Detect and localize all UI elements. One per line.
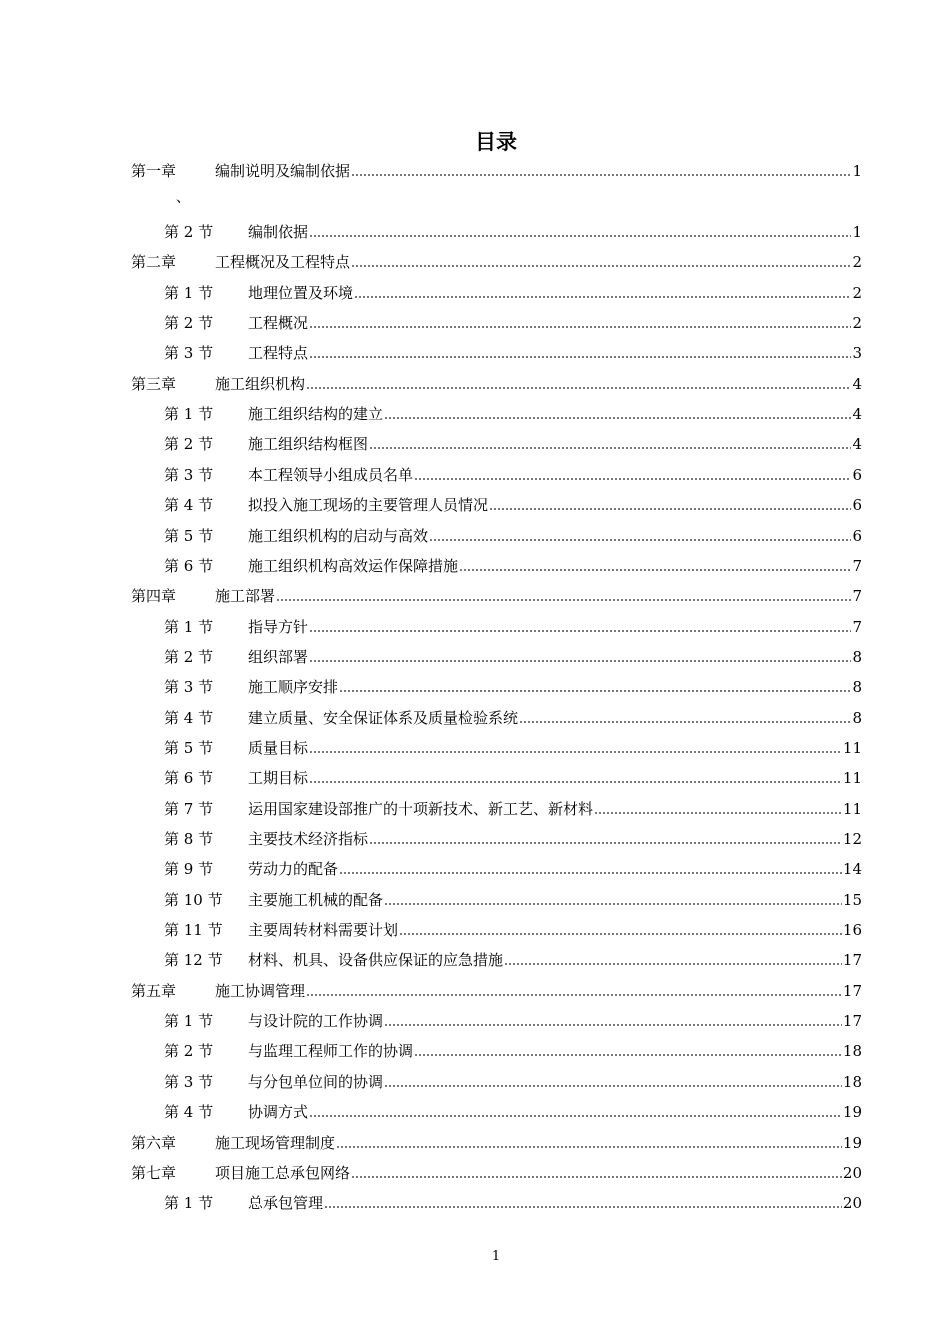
dot-leader xyxy=(309,630,851,632)
entry-title: 指导方针 xyxy=(248,618,309,636)
dot-leader xyxy=(354,296,851,298)
toc-chapter-entry[interactable] xyxy=(131,980,862,1002)
page-number: 1 xyxy=(491,1249,501,1264)
toc-section-entry[interactable] xyxy=(164,616,862,638)
entry-number: 第 1 节 xyxy=(164,1194,214,1212)
entry-title: 编制依据 xyxy=(248,223,309,241)
entry-title: 总承包管理 xyxy=(248,1194,324,1212)
dot-leader xyxy=(351,265,851,267)
entry-number: 第 6 节 xyxy=(164,557,214,575)
toc-chapter-entry[interactable] xyxy=(131,1162,862,1184)
entry-number: 第四章 xyxy=(131,587,177,605)
entry-number: 第六章 xyxy=(131,1134,177,1152)
dot-leader xyxy=(519,721,851,723)
toc-section-entry[interactable] xyxy=(164,464,862,486)
toc-section-entry[interactable] xyxy=(164,646,862,668)
entry-number: 第 5 节 xyxy=(164,739,214,757)
toc-section-entry[interactable] xyxy=(164,919,862,941)
dot-leader xyxy=(399,933,842,935)
entry-page: 20 xyxy=(842,1194,862,1212)
toc-section-entry[interactable] xyxy=(164,858,862,880)
entry-number: 第 3 节 xyxy=(164,344,214,362)
entry-number: 第 5 节 xyxy=(164,527,214,545)
dot-leader xyxy=(309,235,851,237)
toc-section-entry[interactable] xyxy=(164,1192,862,1214)
entry-page: 17 xyxy=(842,951,862,969)
entry-title: 施工组织机构的启动与高效 xyxy=(248,527,429,545)
entry-number: 第 7 节 xyxy=(164,800,214,818)
toc-section-entry[interactable] xyxy=(164,798,862,820)
stray-mark: 、 xyxy=(176,190,190,206)
dot-leader xyxy=(306,387,851,389)
entry-title: 施工组织机构高效运作保障措施 xyxy=(248,557,459,575)
dot-leader xyxy=(504,963,842,965)
entry-page: 6 xyxy=(852,527,862,545)
entry-page: 19 xyxy=(842,1134,862,1152)
dot-leader xyxy=(489,508,851,510)
dot-leader xyxy=(351,174,851,176)
entry-page: 8 xyxy=(852,648,862,666)
entry-page: 14 xyxy=(842,860,862,878)
entry-title: 施工协调管理 xyxy=(215,982,306,1000)
entry-number: 第 4 节 xyxy=(164,709,214,727)
dot-leader xyxy=(384,1085,842,1087)
entry-title: 施工顺序安排 xyxy=(248,678,339,696)
entry-number: 第 2 节 xyxy=(164,435,214,453)
entry-title: 本工程领导小组成员名单 xyxy=(248,466,414,484)
entry-page: 8 xyxy=(852,678,862,696)
toc-section-entry[interactable] xyxy=(164,403,862,425)
entry-page: 1 xyxy=(852,162,862,180)
entry-page: 12 xyxy=(842,830,862,848)
entry-title: 与分包单位间的协调 xyxy=(248,1073,384,1091)
entry-number: 第 3 节 xyxy=(164,1073,214,1091)
toc-title: 目录 xyxy=(475,129,517,154)
toc-section-entry[interactable] xyxy=(164,828,862,850)
entry-title: 与设计院的工作协调 xyxy=(248,1012,384,1030)
entry-number: 第 2 节 xyxy=(164,223,214,241)
dot-leader xyxy=(339,872,842,874)
entry-number: 第 4 节 xyxy=(164,1103,214,1121)
entry-page: 6 xyxy=(852,466,862,484)
toc-section-entry[interactable] xyxy=(164,494,862,516)
entry-title: 主要周转材料需要计划 xyxy=(248,921,399,939)
toc-section-entry[interactable] xyxy=(164,312,862,334)
entry-number: 第 3 节 xyxy=(164,466,214,484)
entry-title: 工期目标 xyxy=(248,769,309,787)
entry-number: 第 3 节 xyxy=(164,678,214,696)
entry-page: 20 xyxy=(842,1164,862,1182)
entry-title: 施工组织结构框图 xyxy=(248,435,369,453)
toc-chapter-entry[interactable] xyxy=(131,160,862,182)
entry-title: 施工组织结构的建立 xyxy=(248,405,384,423)
toc-chapter-entry[interactable] xyxy=(131,585,862,607)
entry-number: 第七章 xyxy=(131,1164,177,1182)
entry-page: 7 xyxy=(852,618,862,636)
entry-title: 质量目标 xyxy=(248,739,309,757)
entry-page: 15 xyxy=(842,891,862,909)
toc-section-entry[interactable] xyxy=(164,555,862,577)
entry-page: 18 xyxy=(842,1073,862,1091)
toc-section-entry[interactable] xyxy=(164,1010,862,1032)
dot-leader xyxy=(309,1115,842,1117)
entry-number: 第 2 节 xyxy=(164,648,214,666)
toc-section-entry[interactable] xyxy=(164,1071,862,1093)
entry-number: 第 8 节 xyxy=(164,830,214,848)
entry-title: 工程概况及工程特点 xyxy=(215,253,351,271)
dot-leader xyxy=(459,569,851,571)
entry-page: 11 xyxy=(842,800,862,818)
entry-number: 第 2 节 xyxy=(164,1042,214,1060)
entry-title: 劳动力的配备 xyxy=(248,860,339,878)
entry-page: 19 xyxy=(842,1103,862,1121)
entry-number: 第三章 xyxy=(131,375,177,393)
toc-section-entry[interactable] xyxy=(164,949,862,971)
entry-title: 材料、机具、设备供应保证的应急措施 xyxy=(248,951,504,969)
entry-title: 工程概况 xyxy=(248,314,309,332)
entry-number: 第 1 节 xyxy=(164,618,214,636)
toc-section-entry[interactable] xyxy=(164,525,862,547)
toc-chapter-entry[interactable] xyxy=(131,1132,862,1154)
entry-page: 4 xyxy=(852,435,862,453)
entry-number: 第 1 节 xyxy=(164,1012,214,1030)
toc-section-entry[interactable] xyxy=(164,282,862,304)
entry-page: 16 xyxy=(842,921,862,939)
entry-number: 第五章 xyxy=(131,982,177,1000)
toc-section-entry[interactable] xyxy=(164,342,862,364)
entry-number: 第 1 节 xyxy=(164,405,214,423)
entry-page: 18 xyxy=(842,1042,862,1060)
entry-number: 第 12 节 xyxy=(164,951,223,969)
entry-number: 第 1 节 xyxy=(164,284,214,302)
dot-leader xyxy=(414,1054,842,1056)
entry-title: 编制说明及编制依据 xyxy=(215,162,351,180)
entry-page: 17 xyxy=(842,982,862,1000)
entry-title: 与监理工程师工作的协调 xyxy=(248,1042,414,1060)
entry-title: 地理位置及环境 xyxy=(248,284,354,302)
entry-page: 7 xyxy=(852,587,862,605)
entry-title: 协调方式 xyxy=(248,1103,309,1121)
entry-page: 4 xyxy=(852,405,862,423)
entry-page: 2 xyxy=(852,253,862,271)
entry-title: 拟投入施工现场的主要管理人员情况 xyxy=(248,496,489,514)
entry-title: 施工部署 xyxy=(215,587,276,605)
entry-page: 17 xyxy=(842,1012,862,1030)
entry-title: 施工现场管理制度 xyxy=(215,1134,336,1152)
dot-leader xyxy=(309,751,842,753)
dot-leader xyxy=(429,539,851,541)
entry-page: 6 xyxy=(852,496,862,514)
toc-chapter-entry[interactable] xyxy=(131,251,862,273)
entry-page: 7 xyxy=(852,557,862,575)
entry-number: 第二章 xyxy=(131,253,177,271)
toc-section-entry[interactable] xyxy=(164,889,862,911)
dot-leader xyxy=(369,447,851,449)
dot-leader xyxy=(309,781,842,783)
dot-leader xyxy=(384,1024,842,1026)
dot-leader xyxy=(276,599,851,601)
toc-section-entry[interactable] xyxy=(164,676,862,698)
entry-number: 第 2 节 xyxy=(164,314,214,332)
entry-title: 建立质量、安全保证体系及质量检验系统 xyxy=(248,709,519,727)
toc-section-entry[interactable] xyxy=(164,433,862,455)
entry-number: 第 9 节 xyxy=(164,860,214,878)
dot-leader xyxy=(309,356,851,358)
dot-leader xyxy=(336,1146,842,1148)
entry-page: 8 xyxy=(852,709,862,727)
entry-title: 项目施工总承包网络 xyxy=(215,1164,351,1182)
entry-title: 运用国家建设部推广的十项新技术、新工艺、新材料 xyxy=(248,800,594,818)
entry-page: 1 xyxy=(852,223,862,241)
entry-page: 11 xyxy=(842,739,862,757)
entry-title: 组织部署 xyxy=(248,648,309,666)
dot-leader xyxy=(306,994,842,996)
toc-section-entry[interactable] xyxy=(164,767,862,789)
entry-page: 2 xyxy=(852,314,862,332)
dot-leader xyxy=(309,660,851,662)
dot-leader xyxy=(384,417,851,419)
toc-section-entry[interactable] xyxy=(164,1040,862,1062)
dot-leader xyxy=(309,326,851,328)
entry-number: 第 4 节 xyxy=(164,496,214,514)
entry-page: 3 xyxy=(852,344,862,362)
entry-number: 第 10 节 xyxy=(164,891,223,909)
entry-number: 第一章 xyxy=(131,162,177,180)
toc-section-entry[interactable] xyxy=(164,1101,862,1123)
dot-leader xyxy=(414,478,851,480)
entry-title: 施工组织机构 xyxy=(215,375,306,393)
entry-title: 主要技术经济指标 xyxy=(248,830,369,848)
dot-leader xyxy=(384,903,842,905)
entry-title: 工程特点 xyxy=(248,344,309,362)
entry-page: 11 xyxy=(842,769,862,787)
dot-leader xyxy=(351,1176,842,1178)
entry-page: 4 xyxy=(852,375,862,393)
entry-page: 2 xyxy=(852,284,862,302)
entry-title: 主要施工机械的配备 xyxy=(248,891,384,909)
entry-number: 第 11 节 xyxy=(164,921,223,939)
entry-number: 第 6 节 xyxy=(164,769,214,787)
toc-chapter-entry[interactable] xyxy=(131,373,862,395)
toc-section-entry[interactable] xyxy=(164,707,862,729)
dot-leader xyxy=(339,690,851,692)
dot-leader xyxy=(369,842,842,844)
dot-leader xyxy=(324,1206,842,1208)
toc-section-entry[interactable] xyxy=(164,737,862,759)
dot-leader xyxy=(594,812,842,814)
toc-section-entry[interactable] xyxy=(164,221,862,243)
